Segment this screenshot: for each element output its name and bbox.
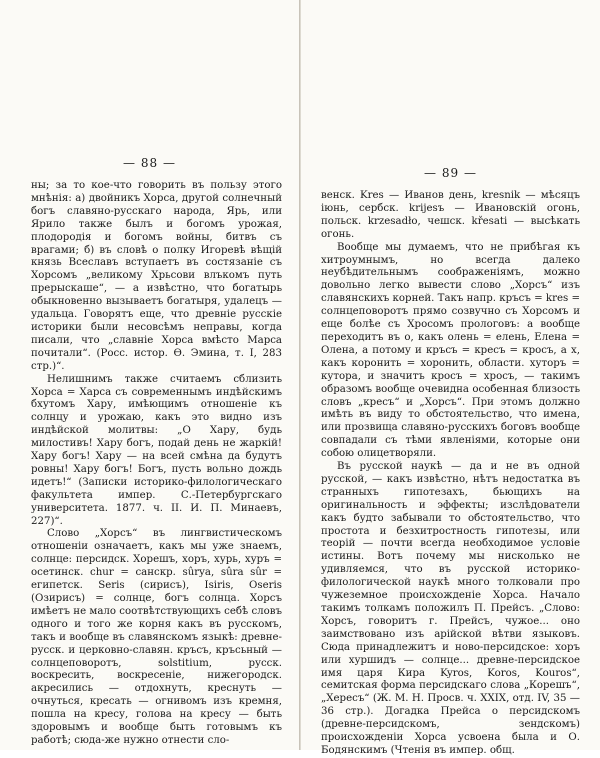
paragraph: венск. Kres — Иванов день, kresnik — мѣсяцъ іюнь, сербск. krijesъ — Ивановскій огонь, польск. krzesadło, чешск. křesati — высѣкать огонь. xyxy=(321,190,580,240)
left-page xyxy=(0,0,299,750)
paragraph: Нелишнимъ также считаемъ сблизить Хорса = Харса съ современнымъ индѣйскимъ бхутомъ Хару, имѣющимъ отношеніе къ солнцу и урожаю, какъ это видно изъ индѣйской молитвы: „О Хару, будь милостивъ! Хару богъ, подай день не жаркій! Хару богъ! Хару — на всей смѣна да будутъ ровны! Хару богъ! Богъ, пусть вольно дождь идетъ!“ (Записки историко-филологическаго факультета импер. С.-Петербургскаго университета. 1877. ч. II. И. П. Минаевъ, 227)“. xyxy=(31,373,282,527)
paragraph: Въ русской наукѣ — да и не въ одной русской, — какъ извѣстно, нѣтъ недостатка въ странныхъ гипотезахъ, бьющихъ на оригинальность и эффекты; изслѣдователи какъ будто забывали то обстоятельство, что простота и безхитростность гипотезы, или теорій — почти всегда необходимое условіе истины. Вотъ почему мы нисколько не удивляемся, что въ русской историко-филологической наукѣ много толковали про чужеземное происхожденіе Хорса. Начало такимъ толкамъ положилъ П. Прейсъ. „Слово: Хорсъ, говоритъ г. Прейсъ, чужое... оно заимствовано изъ арійской вѣтви языковъ. Сюда принадлежитъ и ново-персидское: хоръ или хуршидъ — солнце... древне-персидское имя царя Кира Kyros, Koros, Kouros“, семитская форма персидскаго слова „Корешъ“, „Хересъ“ (Ж. М. Н. Просв. ч. XXIX, отд. IV, 35 — 36 стр.). Догадка Прейса о персидскомъ (древне-персидскомъ, зендскомъ) происхожденіи Хорса усвоена была и О. Бодянскимъ (Чтенія въ импер. общ. xyxy=(321,461,580,756)
paragraph: ны; за то кое-что говорить въ пользу этого мнѣнія: а) двойникъ Хорса, другой солнечный богъ славяно-русскаго народа, Ярь, или Ярило также былъ и богомъ урожая, плодородія и богомъ войны, битвъ съ врагами; б) въ словѣ о полку Игоревѣ вѣщій князь Всеславъ вступаетъ въ состязаніе съ Хорсомъ „великому Хрьсови влъкомъ путь прерыскаше“, — а извѣстно, что богатырь обыкновенно вызываетъ богатыря, удалецъ — удальца. Говорятъ еще, что древніе русскіе историки были несовсѣмъ неправы, когда писали, что „славніе Хорса вмѣсто Марса почитали“. (Росс. истор. Ѳ. Эмина, т. I, 283 стр.)“. xyxy=(31,180,282,372)
right-page-text xyxy=(321,190,580,758)
right-page-number: — 89 — xyxy=(424,166,477,180)
paragraph: Слово „Хорсъ“ въ лингвистическомъ отношеніи означаетъ, какъ мы уже знаемъ, солнце: персидск. Хорешъ, хоръ, хурь, хуръ = осетинск. chur = санскр. sûrya, sûra sûr = египетск. Seris (сирисъ), Isiris, Oseris (Озирисъ) = солнце, богъ солнца. Хорсъ имѣетъ не мало соотвѣтствующихъ себѣ словъ одного и того же корня какъ въ русскомъ, такъ и вообще въ славянскомъ языкѣ: древне-русск. и церковно-славян. кръсъ, кръсьный — солнцеповоротъ, solstitium, русск. воскресить, воскресеніе, нижегородск. акресились — отдохнуть, креснуть — очнуться, кресать — огнивомъ изъ кремня, пошла на кресу, голова на кресу — быть здоровымъ и вообще быть готовымъ къ работѣ; сюда-же нужно отнести сло- xyxy=(31,528,282,746)
right-page xyxy=(301,0,600,756)
left-page-number: — 88 — xyxy=(123,156,176,170)
left-page-text xyxy=(31,180,282,748)
paragraph: Вообще мы думаемъ, что не прибѣгая къ хитроумнымъ, но всегда далеко неубѣдительнымъ соображеніямъ, можно довольно легко вывести слово „Хорсъ“ изъ славянскихъ корней. Такъ напр. кръсъ = kres = солнцеповоротъ прямо созвучно съ Хорсомъ и еще болѣе съ Хросомъ прологовъ: а вообще переходитъ въ о, какъ олень = елень, Елена = Олена, а потому и кръсъ = кресъ = кросъ, а х, какъ коронить = хоронить, области. хуторъ = кутора, и значитъ кросъ = хросъ, — такимъ образомъ вообще очевидна особенная близость словъ „кресъ“ и „Хорсъ“. При этомъ должно имѣть въ виду то обстоятельство, что имена, или прозвища славяно-русскихъ боговъ вообще совпадали съ тѣми явленіями, которые они собою олицетворяли. xyxy=(321,241,580,460)
